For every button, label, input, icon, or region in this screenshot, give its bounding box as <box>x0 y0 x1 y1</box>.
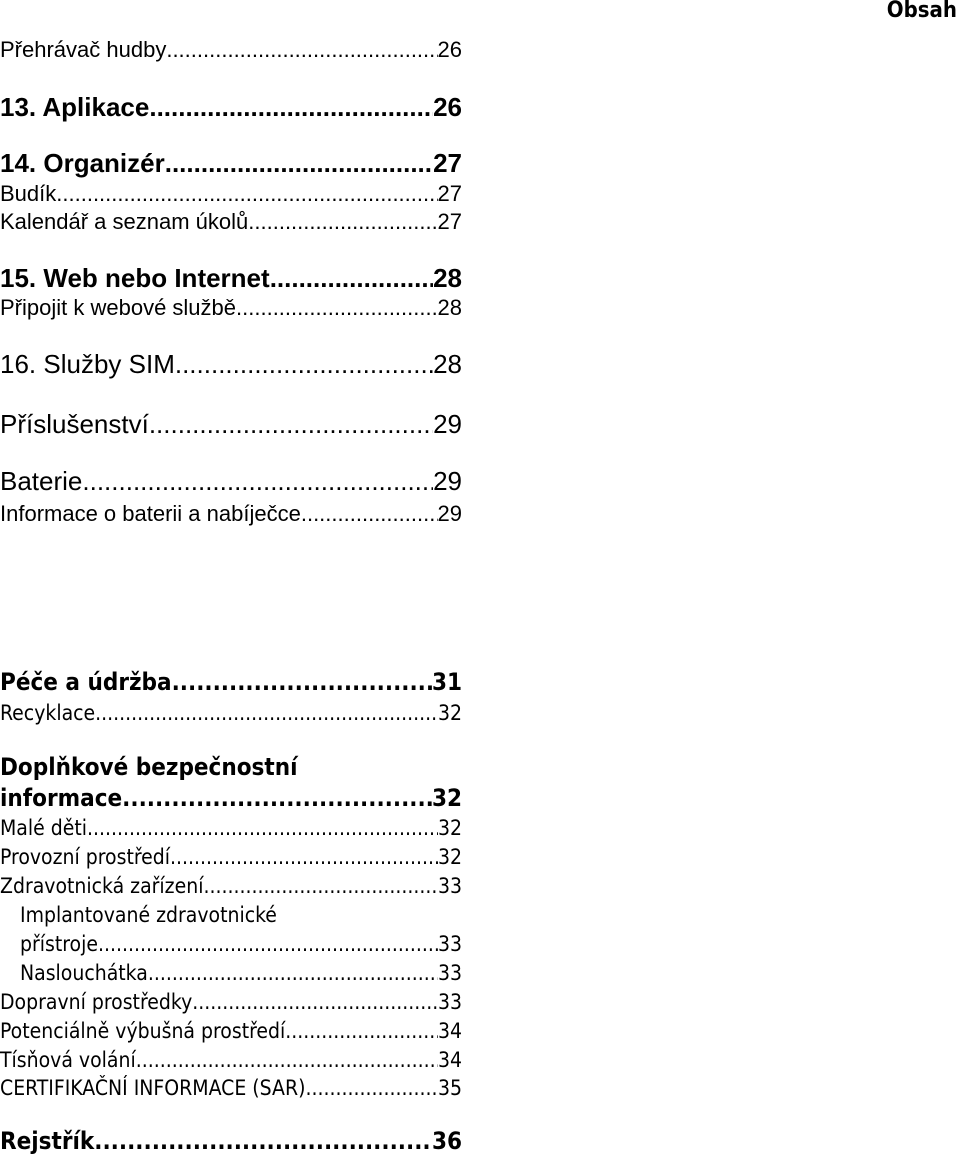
toc-entry-page: 36 <box>431 1127 462 1155</box>
toc-entry[interactable] <box>0 843 462 871</box>
toc-leader-dots <box>122 783 432 813</box>
toc-entry[interactable] <box>0 181 462 207</box>
section-header-label: Obsah <box>886 0 957 23</box>
toc-entry-page: 33 <box>437 932 462 956</box>
toc-subentry[interactable] <box>0 959 462 987</box>
toc-entry-title: Provozní prostředí <box>0 845 171 869</box>
toc-entry-page: 29 <box>433 466 462 496</box>
toc-entry-page: 28 <box>433 263 462 293</box>
toc-leader-dots <box>172 667 432 697</box>
toc-entry-page: 35 <box>437 1076 462 1100</box>
toc-entry-page: 34 <box>437 1019 462 1043</box>
toc-entry[interactable] <box>0 988 462 1016</box>
toc-entry-title: Recyklace <box>0 701 96 725</box>
toc-entry-title: Baterie <box>0 466 83 496</box>
toc-entry-title: Péče a údržba <box>0 668 172 696</box>
toc-leader-dots <box>82 466 433 496</box>
toc-entry[interactable] <box>0 1046 462 1074</box>
toc-entry-page: 33 <box>437 961 462 985</box>
toc-entry-page: 33 <box>437 874 462 898</box>
toc-chapter-entry[interactable] <box>0 667 462 697</box>
toc-leader-dots <box>94 1126 432 1156</box>
toc-entry-title: Přehrávač hudby <box>0 37 167 62</box>
toc-entry-title: CERTIFIKAČNÍ INFORMACE (SAR) <box>0 1076 306 1100</box>
toc-entry-title: Tísňová volání <box>0 1048 136 1072</box>
toc-entry-page: 28 <box>437 295 462 320</box>
toc-entry-title: 15. Web nebo Internet <box>0 263 270 293</box>
toc-entry-title: informace <box>0 784 123 812</box>
toc-entry-title: Budík <box>0 181 57 206</box>
toc-chapter-entry[interactable] <box>0 466 462 496</box>
toc-leader-dots <box>236 295 438 321</box>
toc-leader-dots <box>192 988 438 1016</box>
toc-entry-page: 29 <box>437 501 462 526</box>
toc-leader-dots <box>87 814 438 842</box>
toc-chapter-entry[interactable] <box>0 783 462 813</box>
toc-entry-page: 27 <box>437 181 462 206</box>
toc-leader-dots <box>165 148 433 178</box>
toc-entry-title: Připojit k webové službě <box>0 295 237 320</box>
toc-leader-dots <box>305 1074 437 1102</box>
toc-entry-title: Potenciálně výbušná prostředí <box>0 1019 286 1043</box>
toc-leader-dots <box>175 349 433 379</box>
toc-leader-dots <box>301 501 438 527</box>
toc-entry-page: 31 <box>431 668 462 696</box>
toc-leader-dots <box>248 209 437 235</box>
toc-entry-page: 32 <box>437 701 462 725</box>
toc-entry[interactable] <box>0 814 462 842</box>
toc-entry-page: 32 <box>431 784 462 812</box>
toc-leader-dots <box>170 843 438 871</box>
toc-entry-page: 33 <box>437 990 462 1014</box>
toc-entry[interactable] <box>0 1074 462 1102</box>
toc-entry[interactable] <box>0 37 462 63</box>
toc-entry-page: 32 <box>437 845 462 869</box>
toc-leader-dots <box>270 263 433 293</box>
toc-leader-dots <box>98 930 438 958</box>
toc-entry-title: 16. Služby SIM <box>0 349 175 379</box>
toc-leader-dots <box>203 872 438 900</box>
toc-chapter-entry[interactable] <box>0 1126 462 1156</box>
toc-entry[interactable] <box>0 209 462 235</box>
toc-entry-title: Zdravotnická zařízení <box>0 874 204 898</box>
toc-chapter-entry[interactable] <box>0 148 462 178</box>
toc-entry-title: Naslouchátka <box>20 961 148 985</box>
toc-entry-title: Malé děti <box>0 816 88 840</box>
toc-leader-dots <box>166 37 437 63</box>
toc-chapter-entry[interactable] <box>0 409 462 439</box>
toc-entry[interactable] <box>0 1017 462 1045</box>
toc-chapter-entry[interactable] <box>0 263 462 293</box>
toc-entry[interactable] <box>0 501 462 527</box>
toc-entry[interactable] <box>0 295 462 321</box>
toc-entry-page: 29 <box>433 409 462 439</box>
toc-leader-dots <box>56 181 437 207</box>
toc-entry-title: 14. Organizér <box>0 148 165 178</box>
toc-chapter-entry[interactable] <box>0 349 462 379</box>
toc-entry-title: Rejstřík <box>0 1127 95 1155</box>
toc-entry-title: Dopravní prostředky <box>0 990 193 1014</box>
toc-entry-page: 27 <box>437 209 462 234</box>
toc-entry-title: přístroje <box>20 932 98 956</box>
toc-subentry-title-line1: Implantované zdravotnické <box>20 903 277 927</box>
toc-entry-page: 27 <box>433 148 462 178</box>
toc-entry-page: 26 <box>437 37 462 62</box>
toc-entry-page: 34 <box>437 1048 462 1072</box>
toc-leader-dots <box>149 409 433 439</box>
toc-leader-dots <box>148 959 438 987</box>
toc-entry-title: Příslušenství <box>0 409 149 439</box>
toc-chapter-entry[interactable] <box>0 92 462 122</box>
toc-leader-dots <box>136 1046 438 1074</box>
toc-subentry[interactable] <box>0 930 462 958</box>
toc-entry-page: 28 <box>433 349 462 379</box>
toc-entry-title: Kalendář a seznam úkolů <box>0 209 249 234</box>
toc-entry[interactable] <box>0 699 462 727</box>
toc-chapter-title-line1: Doplňkové bezpečnostní <box>0 753 298 781</box>
toc-leader-dots <box>149 92 433 122</box>
toc-entry[interactable] <box>0 872 462 900</box>
toc-entry-title: Informace o baterii a nabíječce <box>0 501 301 526</box>
toc-entry-title: 13. Aplikace <box>0 92 150 122</box>
toc-leader-dots <box>285 1017 438 1045</box>
toc-entry-page: 32 <box>437 816 462 840</box>
toc-leader-dots <box>95 699 438 727</box>
toc-entry-page: 26 <box>433 92 462 122</box>
